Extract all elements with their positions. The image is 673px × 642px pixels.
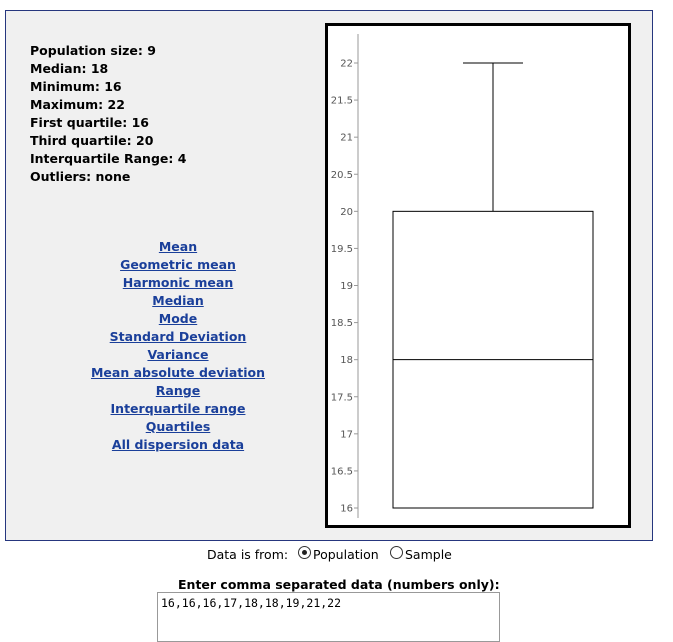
interquartile-range-link[interactable]: Interquartile range: [110, 401, 246, 416]
y-tick-label: 22: [340, 58, 353, 70]
median-value: Median: 18: [30, 61, 109, 76]
third-quartile-value: Third quartile: 20: [30, 133, 154, 148]
population-size: Population size: 9: [30, 43, 156, 58]
mean-link[interactable]: Mean: [158, 239, 198, 254]
data-entry-textarea[interactable]: [157, 592, 500, 642]
summary-stats: [30, 42, 186, 186]
range-link[interactable]: Range: [155, 383, 201, 398]
mean-absolute-deviation-link[interactable]: Mean absolute deviation: [90, 365, 266, 380]
sample-radio-label[interactable]: Sample: [405, 547, 452, 562]
iqr-value: Interquartile Range: 4: [30, 151, 187, 166]
box-plot-svg: [328, 26, 628, 525]
harmonic-mean-link[interactable]: Harmonic mean: [122, 275, 234, 290]
y-tick-label: 16.5: [330, 466, 353, 478]
results-panel: [5, 10, 653, 541]
maximum-value: Maximum: 22: [30, 97, 125, 112]
data-source-label: Data is from:: [207, 547, 289, 562]
variance-link[interactable]: Variance: [147, 347, 209, 362]
y-tick-label: 18.5: [330, 318, 353, 330]
data-source-row: [0, 545, 673, 565]
box-plot-chart: [325, 23, 631, 528]
minimum-value: Minimum: 16: [30, 79, 122, 94]
y-tick-label: 19: [340, 281, 353, 292]
y-tick-label: 17: [340, 429, 353, 441]
y-tick-label: 21: [340, 132, 353, 144]
y-tick-label: 16: [340, 503, 353, 515]
calculation-links: [83, 238, 273, 454]
geometric-mean-link[interactable]: Geometric mean: [120, 257, 236, 272]
mode-link[interactable]: Mode: [158, 311, 198, 326]
sample-radio[interactable]: [390, 546, 403, 559]
y-tick-label: 18: [340, 355, 353, 367]
outliers-value: Outliers: none: [30, 169, 131, 184]
y-tick-label: 19.5: [330, 243, 353, 255]
population-radio-label[interactable]: Population: [313, 547, 379, 562]
population-radio[interactable]: [298, 546, 311, 559]
y-tick-label: 20: [340, 206, 353, 218]
all-dispersion-data-link[interactable]: All dispersion data: [111, 437, 245, 452]
first-quartile-value: First quartile: 16: [30, 115, 149, 130]
quartiles-link[interactable]: Quartiles: [145, 419, 211, 434]
y-tick-label: 20.5: [330, 169, 353, 181]
y-tick-label: 21.5: [330, 95, 353, 107]
standard-deviation-link[interactable]: Standard Deviation: [109, 329, 247, 344]
data-entry-label: Enter comma separated data (numbers only):: [178, 577, 500, 592]
y-tick-label: 17.5: [330, 392, 353, 404]
median-link[interactable]: Median: [152, 293, 204, 308]
